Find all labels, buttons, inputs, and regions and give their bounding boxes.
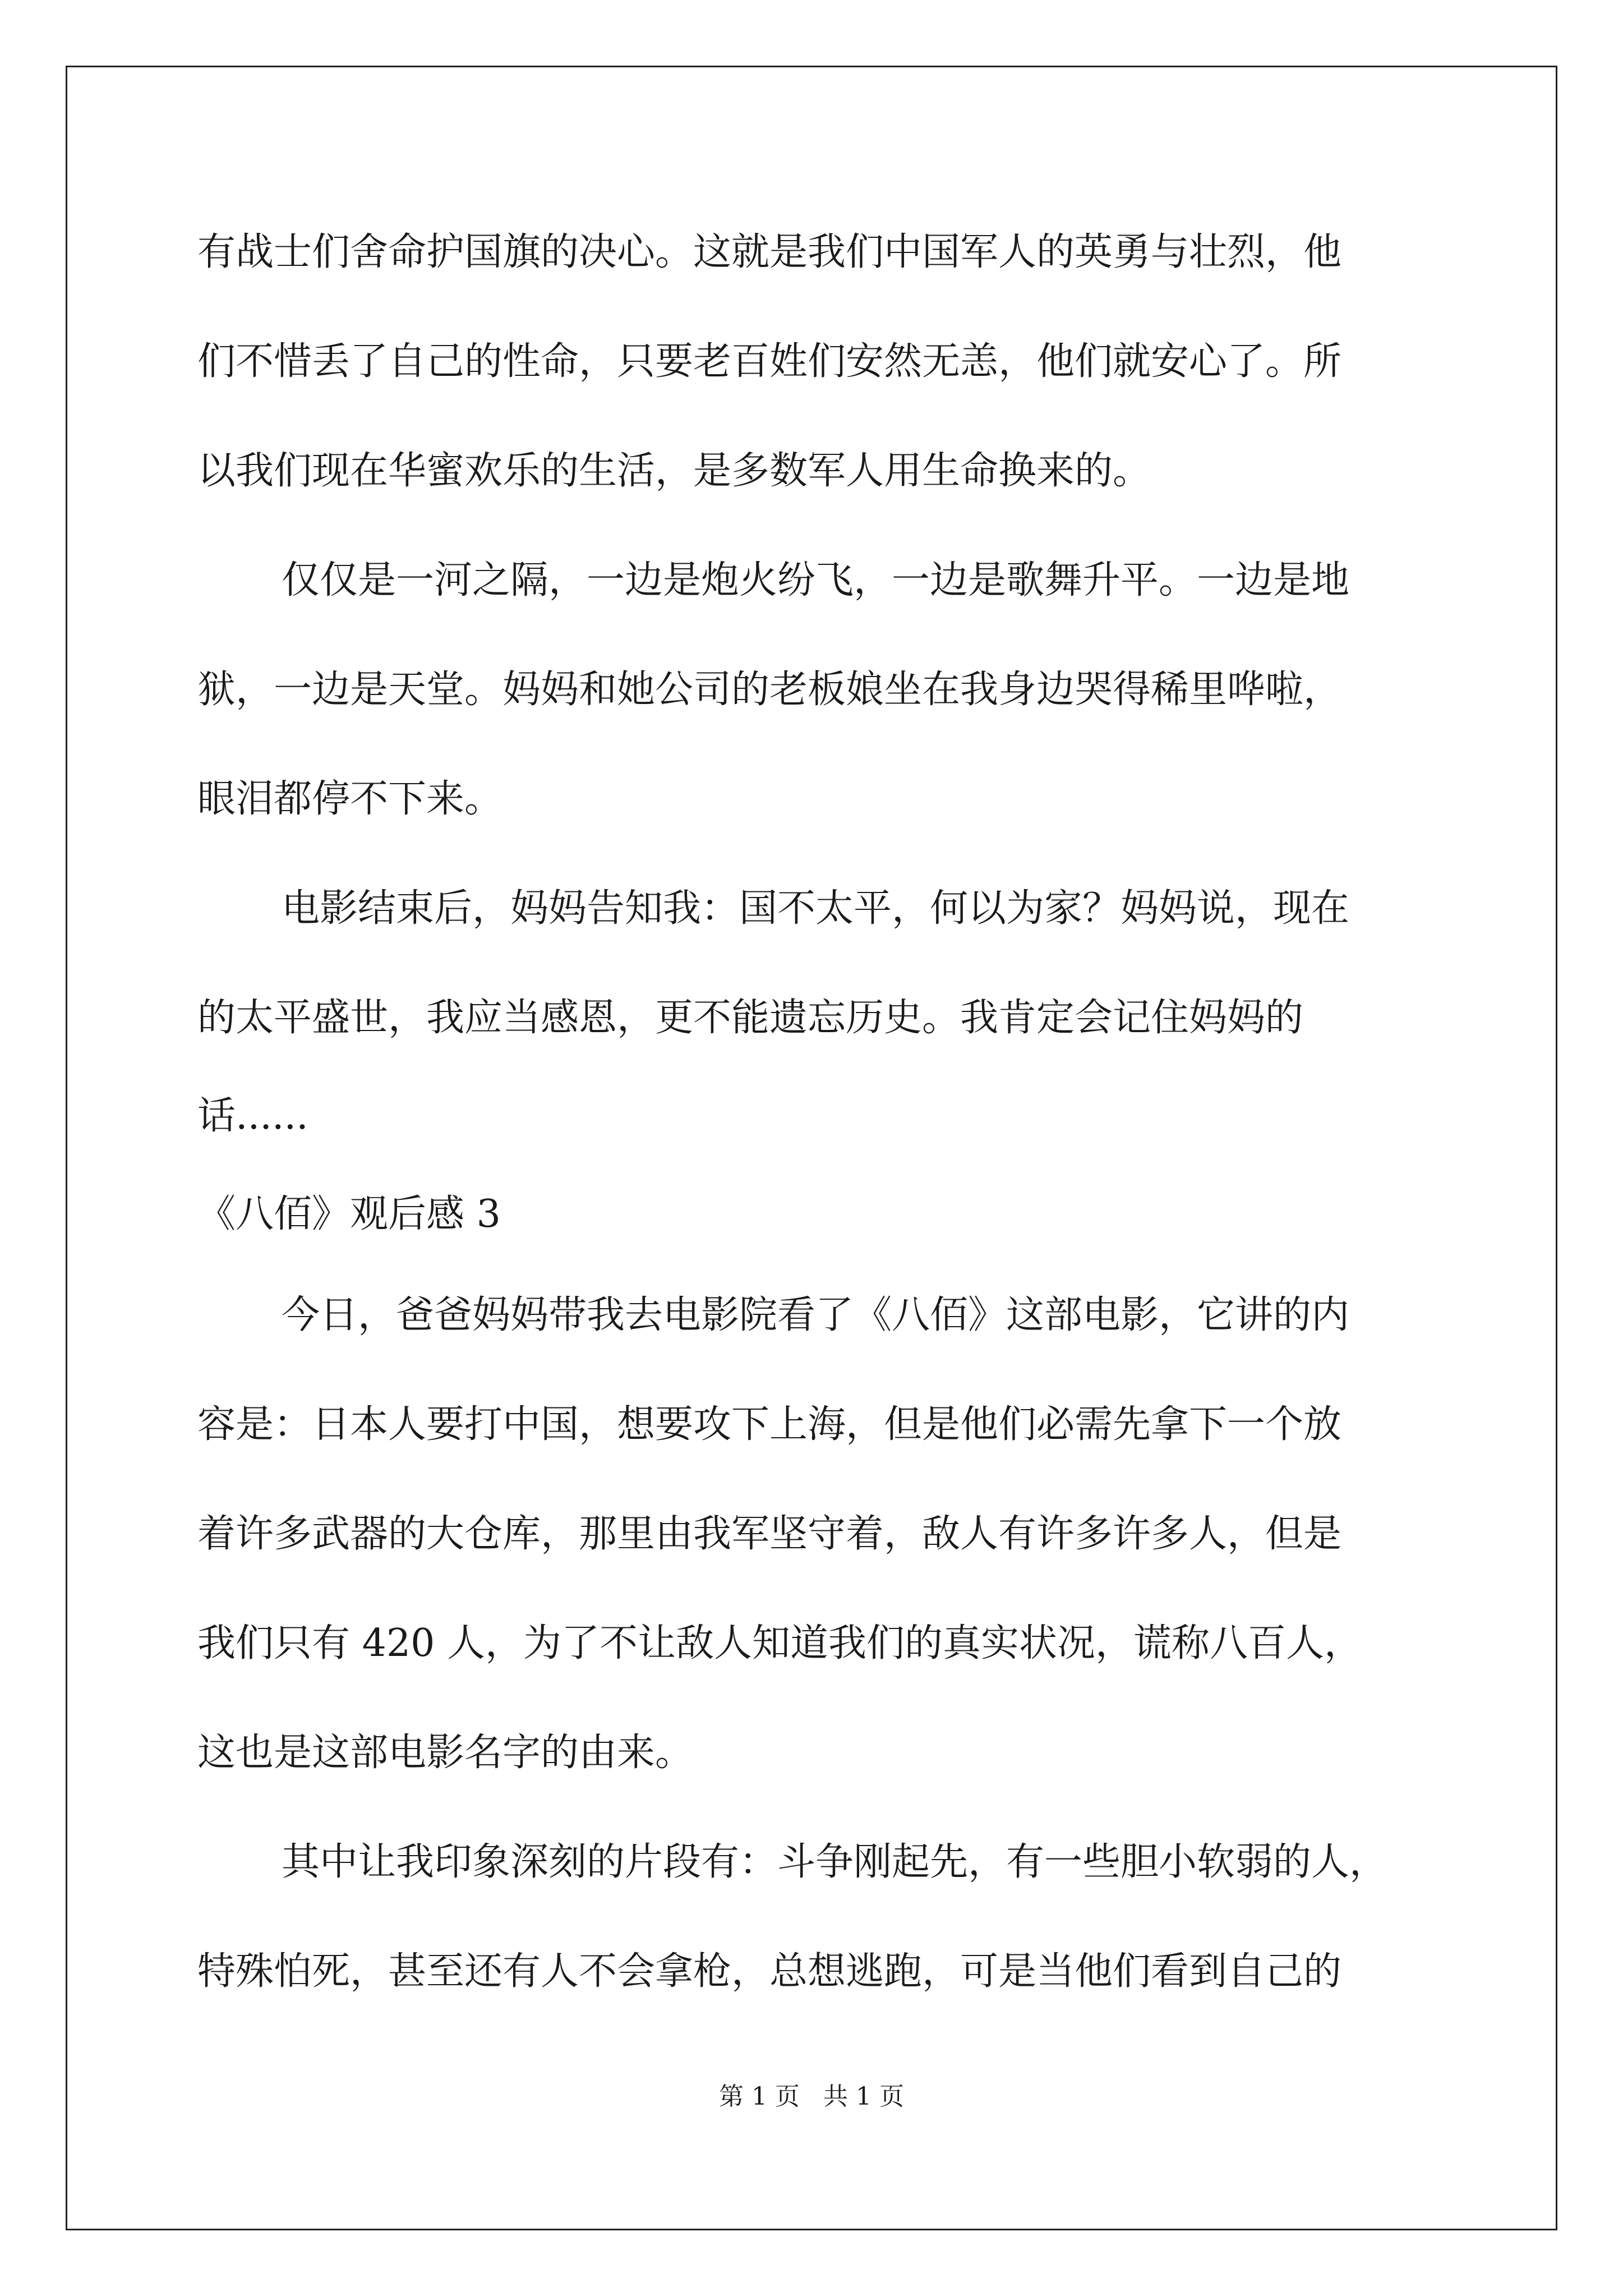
paragraph-first-line: 其中让我印象深刻的片段有：斗争刚起先，有一些胆小软弱的人， — [282, 1840, 1388, 1884]
body-text-line: 话...... — [197, 1094, 308, 1138]
paragraph-first-line: 今日，爸爸妈妈带我去电影院看了《八佰》这部电影，它讲的内 — [282, 1293, 1350, 1337]
section-heading: 《八佰》观后感 3 — [197, 1192, 501, 1236]
body-text-line: 们不惜丢了自己的性命，只要老百姓们安然无恙，他们就安心了。所 — [197, 339, 1342, 384]
body-text-line: 的太平盛世，我应当感恩，更不能遗忘历史。我肯定会记住妈妈的 — [197, 996, 1304, 1040]
body-text-line: 有战士们舍命护国旗的决心。这就是我们中国军人的英勇与壮烈，他 — [197, 230, 1342, 274]
page-border — [66, 66, 1557, 2230]
paragraph-first-line: 仅仅是一河之隔，一边是炮火纷飞，一边是歌舞升平。一边是地 — [282, 558, 1350, 602]
body-text-line: 眼泪都停不下来。 — [197, 777, 503, 821]
body-text-line: 着许多武器的大仓库，那里由我军坚守着，敌人有许多许多人，但是 — [197, 1512, 1342, 1556]
body-text-line: 我们只有 420 人，为了不让敌人知道我们的真实状况，谎称八百人， — [197, 1621, 1363, 1665]
body-text-line: 容是：日本人要打中国，想要攻下上海，但是他们必需先拿下一个放 — [197, 1402, 1342, 1447]
paragraph-first-line: 电影结束后，妈妈告知我：国不太平，何以为家？妈妈说，现在 — [282, 886, 1350, 931]
body-text-line: 这也是这部电影名字的由来。 — [197, 1731, 694, 1775]
body-text-line: 狱，一边是天堂。妈妈和她公司的老板娘坐在我身边哭得稀里哗啦， — [197, 668, 1342, 712]
page-footer: 第 1 页 共 1 页 — [719, 2082, 904, 2111]
body-text-line: 以我们现在华蜜欢乐的生活，是多数军人用生命换来的。 — [197, 449, 1151, 493]
body-text-line: 特殊怕死，甚至还有人不会拿枪，总想逃跑，可是当他们看到自己的 — [197, 1949, 1342, 1994]
